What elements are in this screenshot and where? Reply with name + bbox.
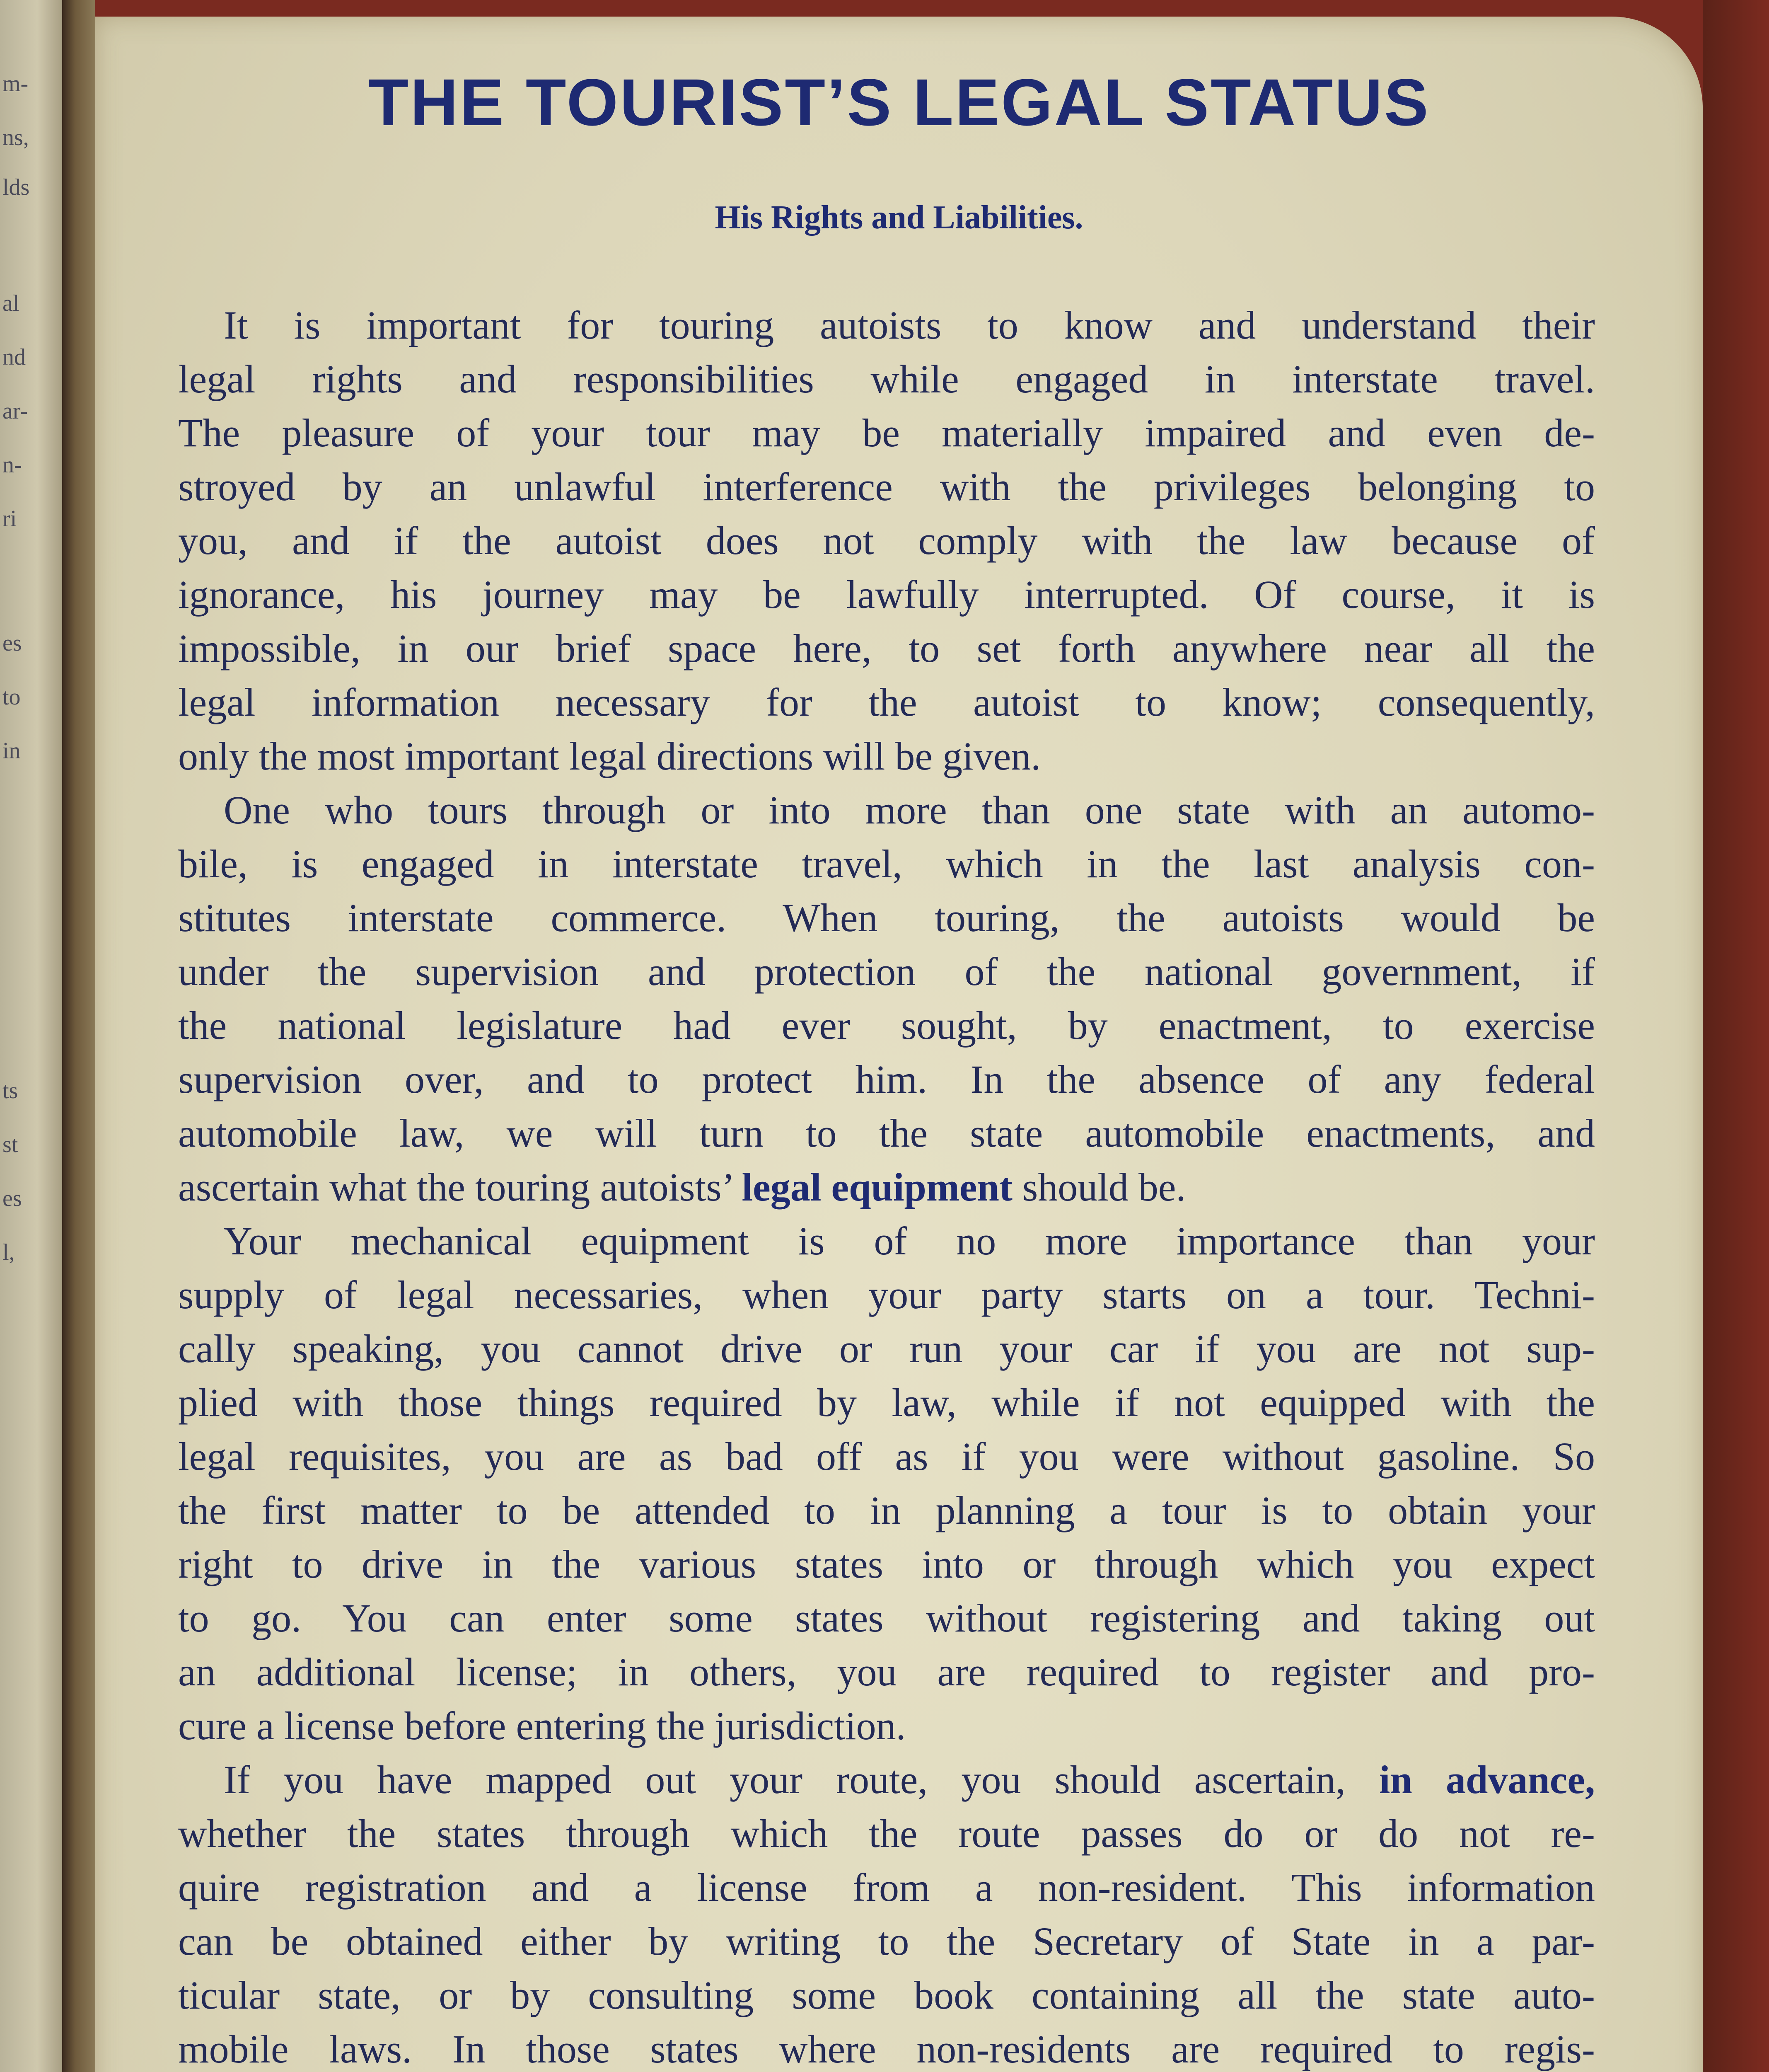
adjacent-page-text-fragment: es [2, 1186, 22, 1211]
book-page [95, 17, 1703, 2072]
text-line [178, 1537, 1595, 1591]
adjacent-page-text-fragment: m- [2, 71, 29, 97]
text-segment: ticular state, or by consulting some book containing all the state auto- [178, 1973, 1595, 2017]
text-line [178, 406, 1595, 460]
text-segment: the first matter to be attended to in planning a tour is to obtain your [178, 1488, 1595, 1532]
text-segment: the national legislature had ever sought, by enactment, to exercise [178, 1003, 1595, 1048]
text-line [178, 622, 1595, 675]
adjacent-page-text-fragment: ri [2, 506, 17, 532]
text-line [178, 1430, 1595, 1484]
text-segment: quire registration and a license from a non-resident. This information [178, 1865, 1595, 1910]
adjacent-page-text-fragment: lds [2, 174, 30, 200]
adjacent-page-text-fragment: n- [2, 452, 22, 478]
text-segment: Your mechanical equipment is of no more importance than your [224, 1219, 1595, 1263]
text-line [178, 1484, 1595, 1537]
text-line [178, 568, 1595, 622]
text-line [178, 514, 1595, 568]
page-subtitle: His Rights and Liabilities. [715, 199, 1083, 236]
adjacent-page-text-fragment: nd [2, 344, 26, 370]
adjacent-page-text-fragment: st [2, 1132, 18, 1157]
adjacent-page-edge [0, 0, 62, 2072]
text-segment: If you have mapped out your route, you should ascertain, [224, 1757, 1379, 1802]
text-line [178, 1106, 1595, 1160]
text-segment: impossible, in our brief space here, to set forth anywhere near all the [178, 626, 1595, 670]
text-segment: supply of legal necessaries, when your party starts on a tour. Techni- [178, 1273, 1595, 1317]
text-segment: cure a license before entering the jurisdiction. [178, 1704, 906, 1748]
text-segment: ignorance, his journey may be lawfully interrupted. Of course, it is [178, 572, 1595, 617]
text-segment: stitutes interstate commerce. When touring, the autoists would be [178, 896, 1595, 940]
text-segment: plied with those things required by law, while if not equipped with the [178, 1380, 1595, 1425]
text-segment: ascertain what the touring autoists’ [178, 1165, 742, 1209]
text-line [178, 1699, 1595, 1753]
text-line [178, 1053, 1595, 1106]
text-line [178, 298, 1595, 352]
text-line [178, 352, 1595, 406]
book-cover-edge [1703, 0, 1769, 2072]
text-segment: you, and if the autoist does not comply with the law because of [178, 518, 1595, 563]
adjacent-page-text-fragment: ar- [2, 398, 28, 424]
text-segment: can be obtained either by writing to the Secretary of State in a par- [178, 1919, 1595, 1963]
text-line [178, 1268, 1595, 1322]
text-segment: legal requisites, you are as bad off as if you were without gasoline. So [178, 1434, 1595, 1479]
text-line [178, 1645, 1595, 1699]
text-segment: right to drive in the various states into or through which you expect [178, 1542, 1595, 1586]
text-line [178, 460, 1595, 514]
book-gutter [62, 0, 95, 2072]
body-text [178, 298, 1595, 2072]
adjacent-page-text-fragment: es [2, 630, 22, 656]
text-line [178, 1160, 1595, 1214]
adjacent-page-text-fragment: in [2, 738, 21, 764]
text-segment: an additional license; in others, you are required to register and pro- [178, 1650, 1595, 1694]
text-segment: automobile law, we will turn to the state automobile enactments, and [178, 1111, 1595, 1155]
text-line [178, 1591, 1595, 1645]
text-segment: supervision over, and to protect him. In the absence of any federal [178, 1057, 1595, 1101]
text-segment: under the supervision and protection of the national government, if [178, 949, 1595, 994]
text-segment: The pleasure of your tour may be materially impaired and even de- [178, 411, 1595, 455]
text-segment: to go. You can enter some states without registering and taking out [178, 1596, 1595, 1640]
text-segment: only the most important legal directions will be given. [178, 734, 1041, 778]
text-segment: whether the states through which the route passes do or do not re- [178, 1811, 1595, 1856]
text-line [178, 1968, 1595, 2022]
page-title: THE TOURIST’S LEGAL STATUS [368, 65, 1430, 139]
text-line [178, 729, 1595, 783]
text-segment: legal information necessary for the autoist to know; consequently, [178, 680, 1595, 724]
adjacent-page-text-fragment: ns, [2, 125, 29, 150]
text-segment: bile, is engaged in interstate travel, which in the last analysis con- [178, 842, 1595, 886]
adjacent-page-text-fragment: to [2, 684, 21, 710]
adjacent-page-text-fragment: ts [2, 1078, 18, 1104]
text-line [178, 1753, 1595, 1807]
text-line [178, 837, 1595, 891]
text-segment: One who tours through or into more than one state with an automo- [224, 788, 1595, 832]
text-line [178, 1915, 1595, 1968]
text-line [178, 945, 1595, 999]
text-line [178, 1376, 1595, 1430]
adjacent-page-text-fragment: al [2, 290, 19, 316]
adjacent-page-text-fragment: l, [2, 1239, 15, 1265]
text-line [178, 675, 1595, 729]
text-line [178, 1214, 1595, 1268]
text-segment: stroyed by an unlawful interference with the privileges belonging to [178, 465, 1595, 509]
emphasized-text: in advance, [1379, 1757, 1595, 1802]
text-line [178, 1807, 1595, 1861]
text-segment: should be. [1012, 1165, 1186, 1209]
text-segment: cally speaking, you cannot drive or run your car if you are not sup- [178, 1326, 1595, 1371]
text-line [178, 2022, 1595, 2072]
text-line [178, 891, 1595, 945]
text-segment: legal rights and responsibilities while engaged in interstate travel. [178, 357, 1595, 401]
text-line [178, 783, 1595, 837]
text-segment: It is important for touring autoists to know and understand their [224, 303, 1595, 347]
text-line [178, 1322, 1595, 1376]
text-line [178, 1861, 1595, 1915]
text-segment: mobile laws. In those states where non-residents are required to regis- [178, 2027, 1595, 2071]
emphasized-text: legal equipment [742, 1165, 1013, 1209]
text-line [178, 999, 1595, 1053]
